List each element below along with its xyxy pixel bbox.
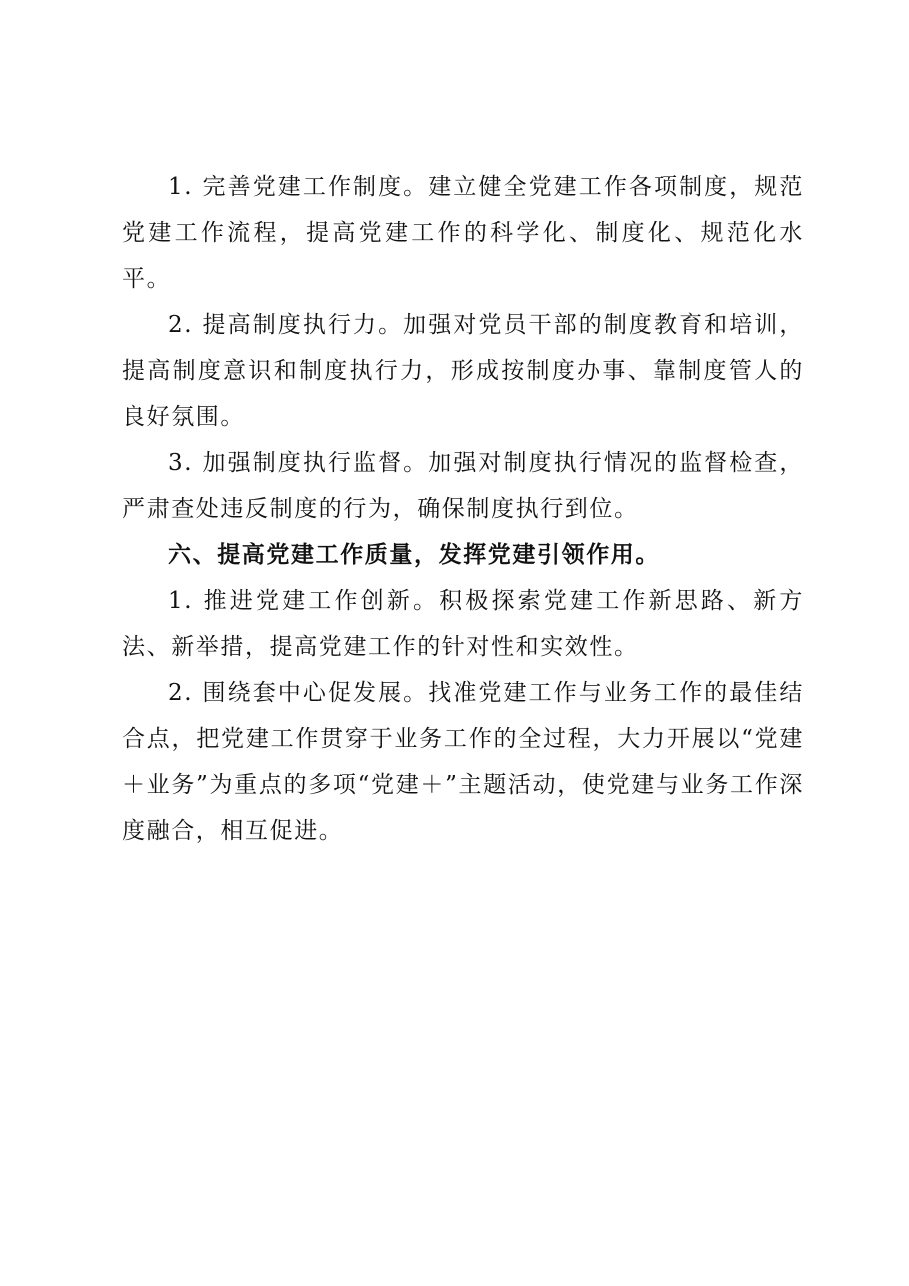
paragraph-execution-supervision: 3. 加强制度执行监督。加强对制度执行情况的监督检查，严肃查处违反制度的行为，确保制度执行到位。 <box>122 450 804 522</box>
paragraph-improve-system: 1. 完善党建工作制度。建立健全党建工作各项制度，规范党建工作流程，提高党建工作的科学化、制度化、规范化水平。 <box>122 174 804 292</box>
paragraph-execution-capability: 2. 提高制度执行力。加强对党员干部的制度教育和培训，提高制度意识和制度执行力，形成按制度办事、靠制度管人的良好氛围。 <box>122 312 804 430</box>
paragraph-innovation: 1. 推进党建工作创新。积极探索党建工作新思路、新方法、新举措，提高党建工作的针对性和实效性。 <box>122 588 804 660</box>
paragraph-center-development: 2. 围绕套中心促发展。找准党建工作与业务工作的最佳结合点，把党建工作贯穿于业务工作的全过程，大力开展以“党建＋业务”为重点的多项“党建＋”主题活动，使党建与业务工作深度融合，相互促进。 <box>122 680 804 844</box>
document-body <box>122 164 804 854</box>
section-heading: 六、提高党建工作质量，发挥党建引领作用。 <box>168 542 660 568</box>
